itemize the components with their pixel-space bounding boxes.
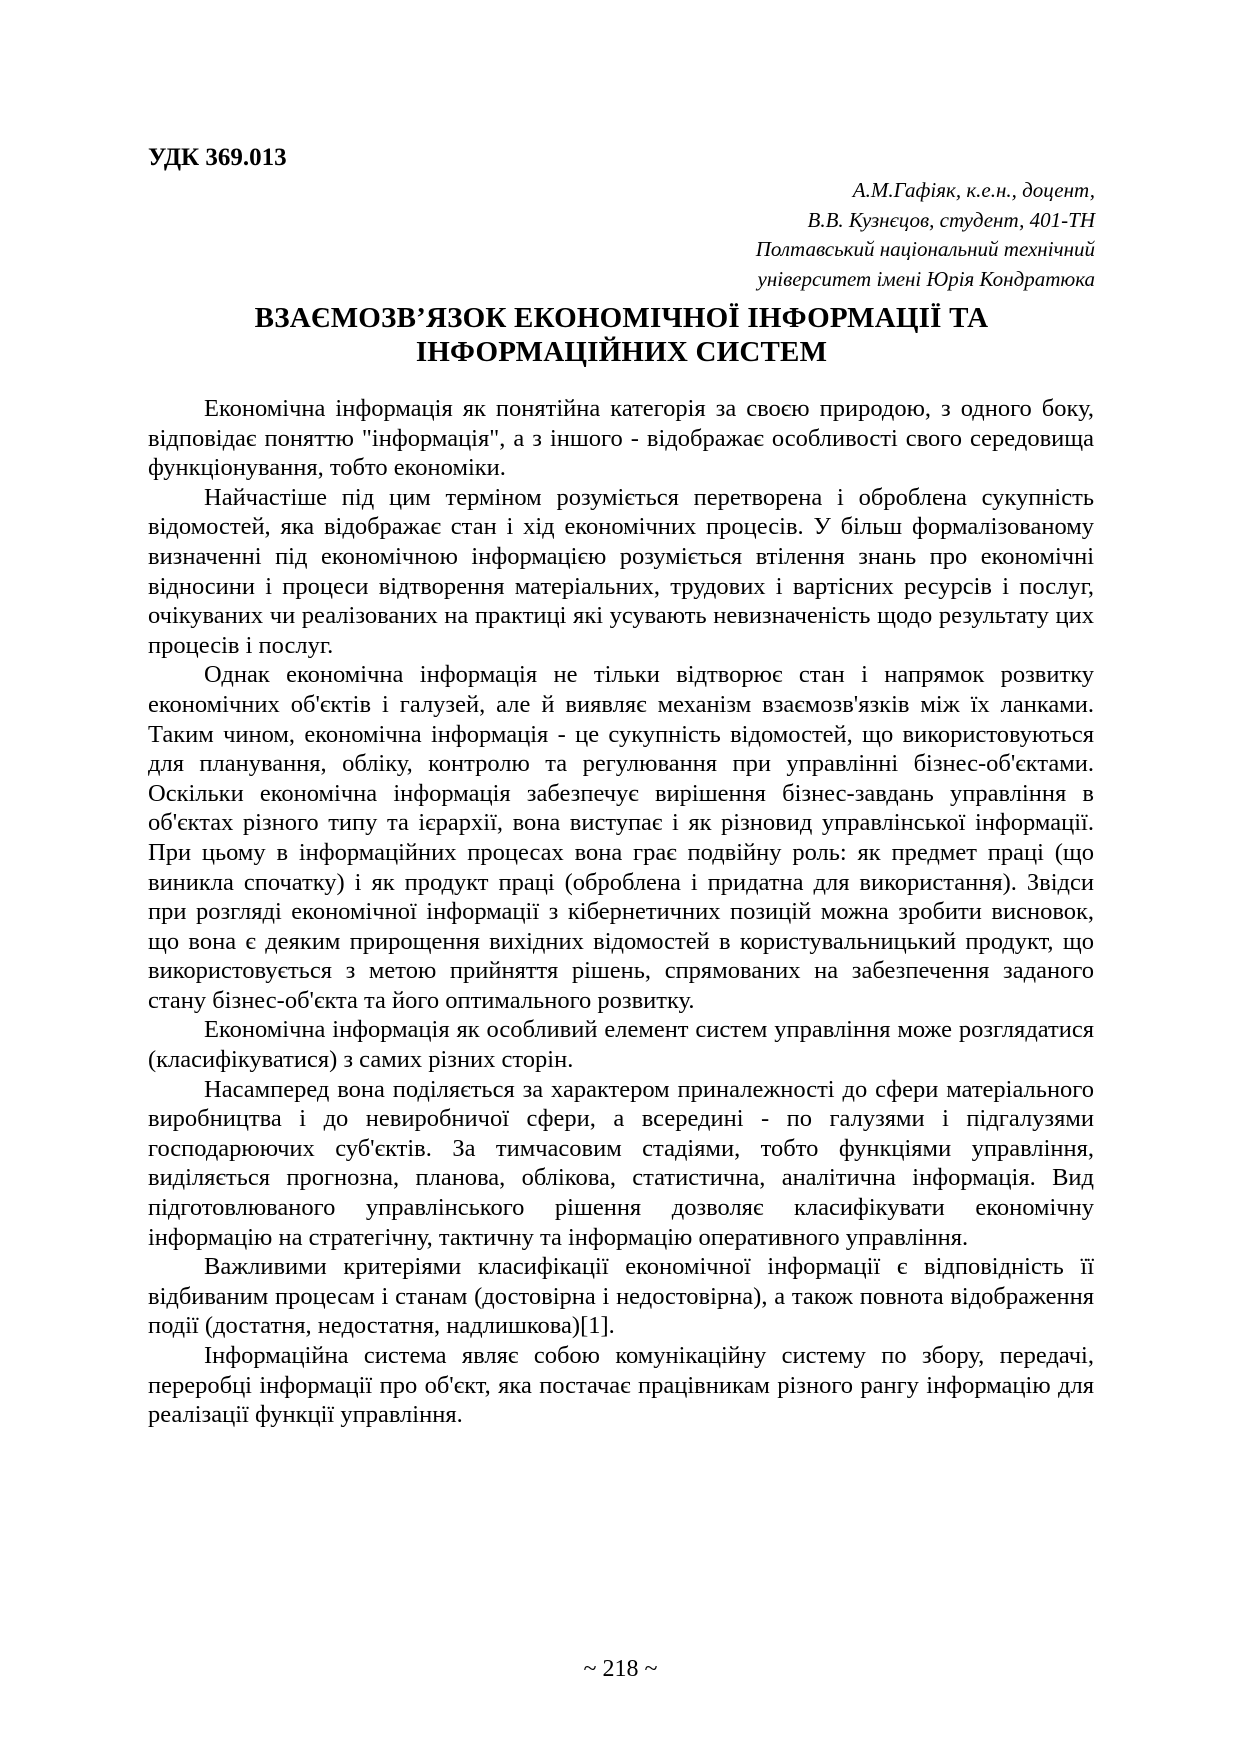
paragraph-4: Економічна інформація як особливий елемент систем управління може розглядатися (класифікуватися) з самих різних сторін.	[148, 1016, 1094, 1074]
paragraph-2: Найчастіше під цим терміном розуміється перетворена і оброблена сукупність відомостей, яка відображає стан і хід економічних процесів. У більш формалізованому визначенні під економічною інформацією розуміється втілення знань про економічні відносини і процеси відтворення матеріальних, трудових і вартісних ресурсів і послуг, очікуваних чи реалізованих на практиці які усувають невизначеність щодо результату цих процесів і послуг.	[148, 483, 1094, 659]
affiliation-line-1: Полтавський національний технічний	[755, 237, 1095, 261]
article-body	[148, 394, 1094, 1430]
affiliation-line-2: університет імені Юрія Кондратюка	[757, 266, 1095, 291]
author-block	[535, 176, 1095, 294]
author-line-2: В.В. Кузнєцов, студент, 401-ТН	[807, 207, 1095, 232]
paragraph-5: Насамперед вона поділяється за характером приналежності до сфери матеріального виробництва і до невиробничої сфери, а всередині - по галузями і підгалузями господарюючих суб'єктів. За тимчасовим стадіями, тобто функціями управління, виділяється прогнозна, планова, облікова, статистична, аналітична інформація. Вид підготовлюваного управлінського рішення дозволяє класифікувати економічну інформацію на стратегічну, тактичну та інформацію оперативного управління.	[148, 1075, 1094, 1251]
paragraph-7: Інформаційна система являє собою комунікаційну систему по збору, передачі, переробці інформації про об'єкт, яка постачає працівникам різного рангу інформацію для реалізації функції управління.	[148, 1342, 1094, 1429]
paragraph-1: Економічна інформація як понятійна категорія за своєю природою, з одного боку, відповідає поняттю "інформація", а з іншого - відображає особливості свого середовища функціонування, тобто економіки.	[148, 395, 1094, 482]
article-title	[148, 301, 1095, 369]
paragraph-6: Важливими критеріями класифікації економічної інформації є відповідність її відбиваним процесам і станам (достовірна і недостовірна), а також повнота відображення події (достатня, недостатня, надлишкова)[1].	[148, 1253, 1094, 1340]
paragraph-3: Однак економічна інформація не тільки відтворює стан і напрямок розвитку економічних об'єктів і галузей, але й виявляє механізм взаємозв'язків між їх ланками. Таким чином, економічна інформація - це сукупність відомостей, що використовуються для планування, обліку, контролю та регулювання при управлінні бізнес-об'єктами. Оскільки економічна інформація забезпечує вирішення бізнес-завдань управління в об'єктах різного типу та ієрархії, вона виступає і як різновид управлінської інформації. При цьому в інформаційних процесах вона грає подвійну роль: як предмет праці (що виникла спочатку) і як продукт праці (оброблена і придатна для використання). Звідси при розгляді економічної інформації з кібернетичних позицій можна зробити висновок, що вона є деяким прирощення вихідних відомостей в користувальницький продукт, що використовується з метою прийняття рішень, спрямованих на забезпечення заданого стану бізнес-об'єкта та його оптимального розвитку.	[148, 661, 1094, 1014]
article-title-line-1: ВЗАЄМОЗВ’ЯЗОК ЕКОНОМІЧНОЇ ІНФОРМАЦІЇ ТА	[254, 302, 989, 334]
article-title-line-2: ІНФОРМАЦІЙНИХ СИСТЕМ	[415, 336, 828, 368]
page-number: ~ 218 ~	[583, 1656, 658, 1682]
author-line-1: А.М.Гафіяк, к.е.н., доцент,	[852, 178, 1095, 202]
udk-code: УДК 369.013	[148, 144, 287, 171]
